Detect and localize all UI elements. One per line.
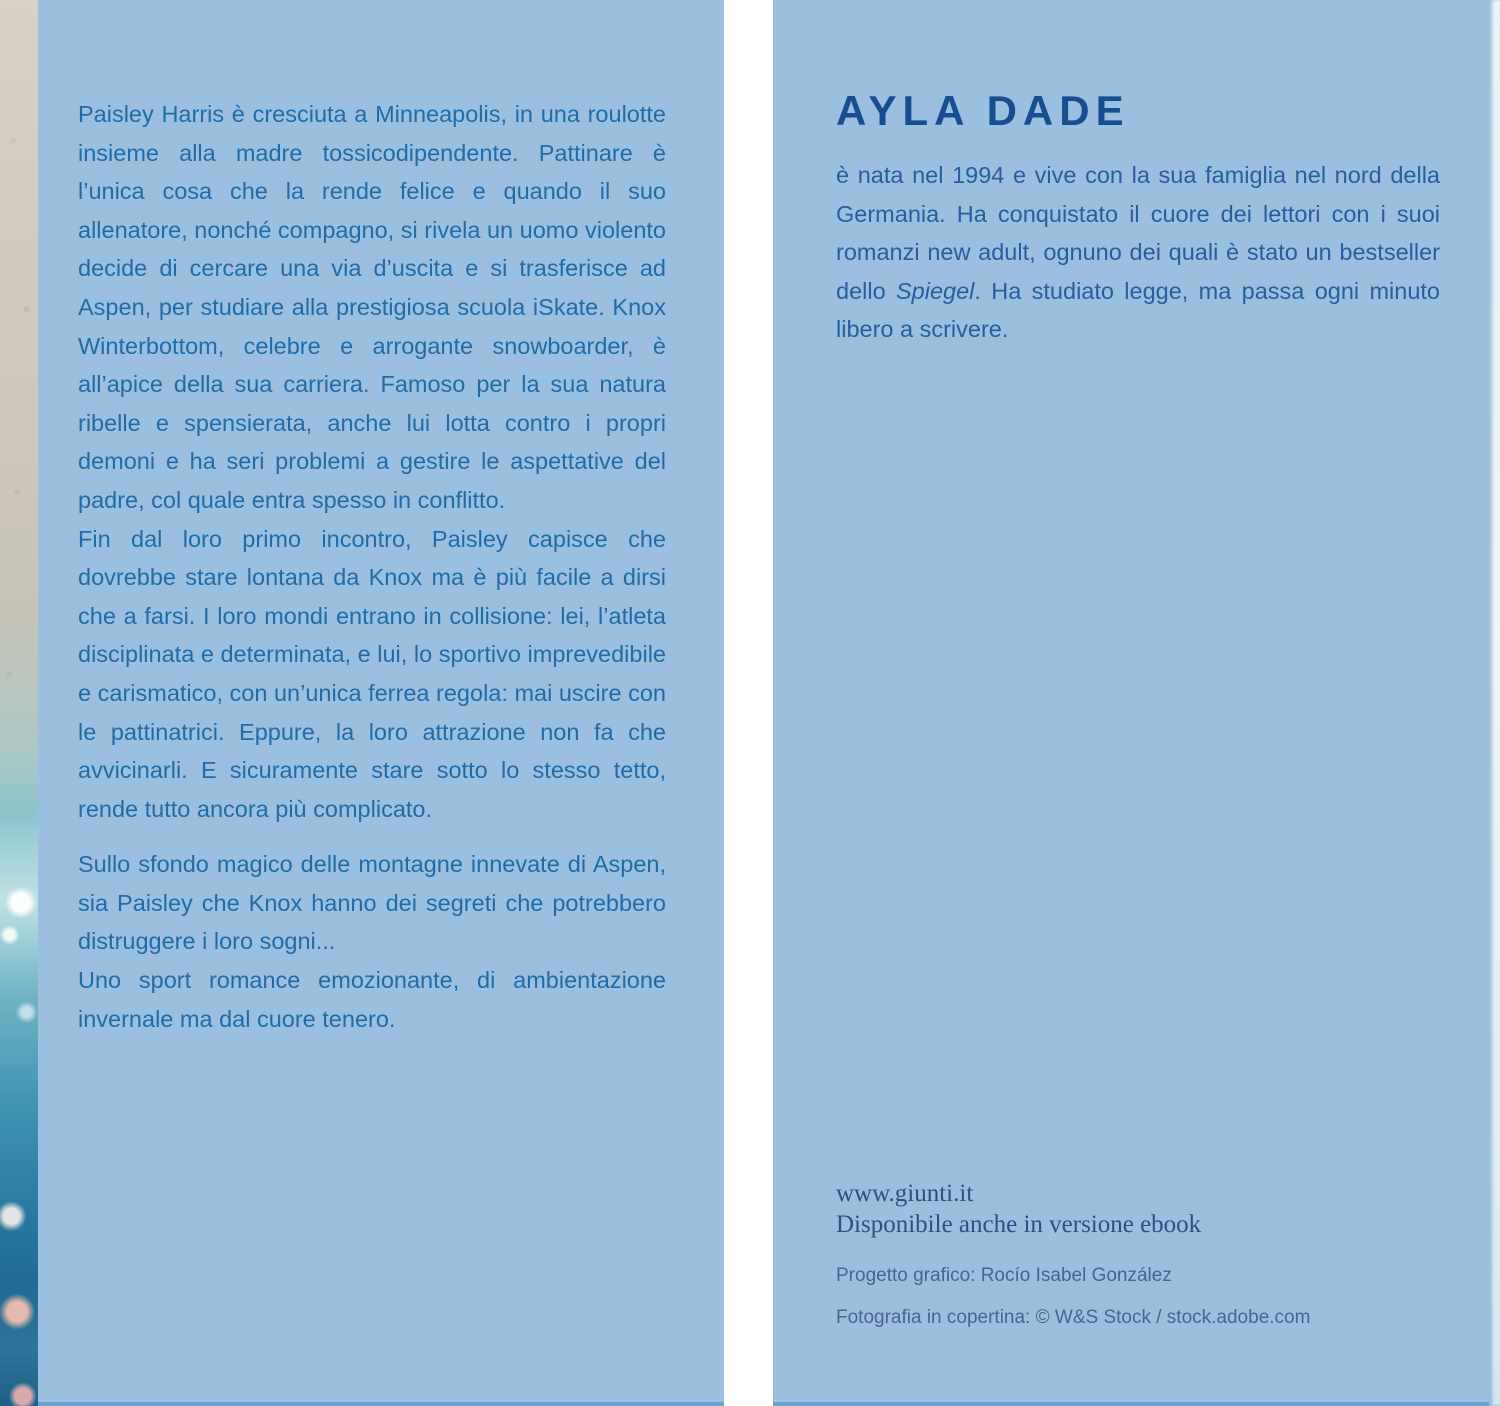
right-flap xyxy=(773,0,1489,1406)
ebook-availability-note: Disponibile anche in versione ebook xyxy=(836,1211,1202,1238)
author-bio xyxy=(836,156,1440,349)
left-flap xyxy=(38,0,724,1406)
bio-text-after: . Ha studiato legge, ma passa ogni minuto libero a scrivere. xyxy=(836,277,1440,343)
bio-magazine-title: Spiegel xyxy=(896,277,975,304)
graphic-design-credit: Progetto grafico: Rocío Isabel González xyxy=(836,1265,1172,1286)
flap-footer xyxy=(836,1178,1456,1329)
synopsis xyxy=(78,95,666,1038)
flap-fold-gap xyxy=(724,0,773,1406)
publisher-website: www.giunti.it xyxy=(836,1180,974,1207)
author-name-heading: AYLA DADE xyxy=(836,87,1130,134)
synopsis-paragraph-2: Fin dal loro primo incontro, Paisley capisce che dovrebbe stare lontana da Knox ma è più facile a dirsi che a farsi. I loro mondi entrano in collisione: lei, l’atleta disciplinata e determinata, e lui, lo sportivo imprevedibile e carismatico, con un’unica ferrea regola: mai uscire con le pattinatrici. Eppure, la loro attrazione non fa che avvicinarli. E sicuramente stare sotto lo stesso tetto, rende tutto ancora più complicato. xyxy=(78,525,666,822)
bio-text-before: è nata nel 1994 e vive con la sua famiglia nel nord della Germania. Ha conquistato il cuore dei lettori con i suoi romanzi new adult, ognuno dei quali è stato un bestseller dello xyxy=(836,162,1440,304)
synopsis-paragraph-3: Sullo sfondo magico delle montagne innevate di Aspen, sia Paisley che Knox hanno dei segreti che potrebbero distruggere i loro sogni... xyxy=(78,851,666,955)
cover-photo-left-edge xyxy=(0,0,38,1406)
cover-photo-right-edge xyxy=(1489,0,1500,1406)
synopsis-paragraph-1: Paisley Harris è cresciuta a Minneapolis, in una roulotte insieme alla madre tossicodipendente. Pattinare è l’unica cosa che la rende felice e quando il suo allenatore, nonché compagno, si rivela un uomo violento decide di cercare una via d’uscita e si trasferisce ad Aspen, per studiare alla prestigiosa scuola iSkate. Knox Winterbottom, celebre e arrogante snowboarder, è all’apice della sua carriera. Famoso per la sua natura ribelle e spensierata, anche lui lotta contro i propri demoni e ha seri problemi a gestire le aspettative del padre, col quale entra spesso in conflitto. xyxy=(78,101,666,513)
cover-photo-credit: Fotografia in copertina: © W&S Stock / stock.adobe.com xyxy=(836,1307,1311,1328)
synopsis-paragraph-4: Uno sport romance emozionante, di ambientazione invernale ma dal cuore tenero. xyxy=(78,967,666,1032)
